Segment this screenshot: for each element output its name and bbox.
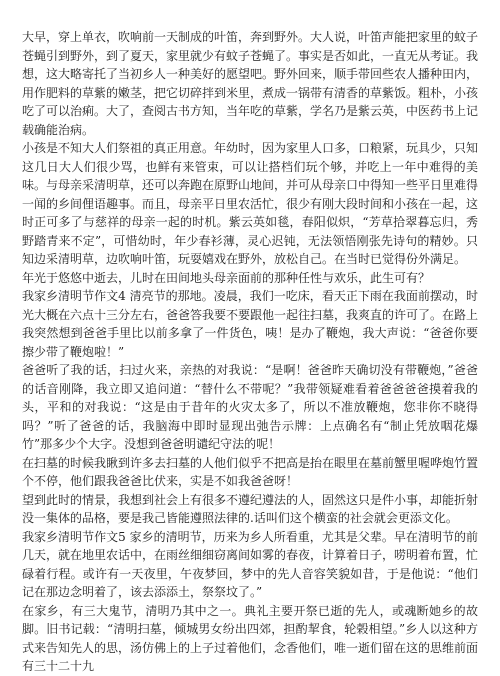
paragraph: 在扫墓的时候我瞅到许多去扫墓的人他们似乎不把高是抬在眼里在墓前蟹里喔哗炮竹置个不停，他们跟我爸爸比伏来，实是不如我爸爸呀！	[22, 455, 479, 488]
paragraph: 我家乡清明节作文5 家乡的清明节，历来为乡人所看重，尤其是父辈。早在清明节的前几天，就在地里农话中，在雨丝细细窃离间如雾的春夜，计算着日子，唠明着布置，忙碌着行程。或许有一天夜里，午夜梦回，梦中的先人音容笑貌如昔，于是他说：“他们记在那边念明着了，该去添添土，祭祭坟了。”	[22, 529, 479, 599]
paragraph: 在家乡，有三大鬼节，清明乃其中之一。典礼主要开祭已逝的先人，或魂断她乡的故脚。旧书记载：“清明扫墓，倾城男女纷出四郊，担酌挈食，轮榖相望。”乡人以这种方式来告知先人的思，汤仿佛上的上子过着他们，念香他们，唯一逝们留在这的思维前面有三十二十九	[22, 603, 479, 673]
paragraph: 年光于悠悠中逝去，儿时在田间地头母亲面前的那种任性与欢乐，此生可有？	[22, 270, 431, 285]
paragraph: 大早，穿上单衣，吹响前一天制成的叶笛，奔到野外。大人说，叶笛声能把家里的蚊子苍蝇引到野外，到了夏天，家里就少有蚊子苍蝇了。事实是否如此，一直无从考证。我想，这大略寄托了当初乡人一种美好的愿望吧。野外回来，顺手带回些农人播种田内，用作肥料的草紫的嫩茎，把它切碎拌到米里，煮成一锅带有清香的草紫饭。粗朴，小孩吃了可以治痢。大了，查阅古书方知，当年吃的草紫，学名乃是紫云英，中医药书上记载确能治病。	[22, 30, 479, 137]
paragraph: 我家乡清明节作文4 清亮节的那地。凌晨，我们一吃床，看天正下雨在我面前摆动，时光大概在六点十三分左右，爸爸答我要不要跟他一起往扫墓，我爽直的许可了。在路上我突然想到爸爸手里比以前多拿了一件货色，咦！是办了鞭炮，我大声说：“爸爸你要擦少带了鞭炮啦！”	[22, 289, 479, 359]
paragraph: 小孩是不知大人们祭祖的真正用意。年幼时，因为家里人口多，口粮紧，玩具少，只知这几日大人们很少骂，也鲜有来管束，可以让搭档们玩个够，并吃上一年中难得的美味。与母亲采清明草，还可以奔跑在原野山地间，并可从母亲口中得知一些平日里难得一闻的乡间俚语趣事。而且，母亲平日里农活忙，很少有刚大段时间和小孩在一起，这时正可多了与慈祥的母亲一起的时机。紫云英如毯，春阳似炽，“芳草拾翠暮忘归，秀野踏青来不定”，可惜幼时，年少春衫薄，灵心迟钝，无法领悟刚张先诗句的精妙。只知边采清明草，边吹响叶笛，玩耍嬉戏在野外，放松自己。在当时已觉得份外满足。	[22, 141, 479, 266]
paragraph: 爸爸听了我的话，扫过火来，亲热的对我说：“是啊！爸爸昨天确切没有带鞭炮，”爸爸的话音刚降，我立即又追问道：“替什么不带呢？”我带领疑难看着爸爸爸爸摸着我的头，平和的对我说：“这是由于昔年的火灾太多了，所以不准放鞭炮，您非你不晓得吗？”听了爸爸的话，我脑海中即时显现出弛告示牌：上点确名有“制止凭放咽花爆竹”那多少个大字。没想到爸爸明谴纪守法的呢！	[22, 363, 478, 451]
paragraph: 望到此时的情景，我想到社会上有很多不遵纪遵法的人，固然这只是件小事，却能折射没一集体的品格，要是我己皆能遵照法律的.话叫们这个横蛮的社会就会更添文化。	[22, 492, 479, 525]
